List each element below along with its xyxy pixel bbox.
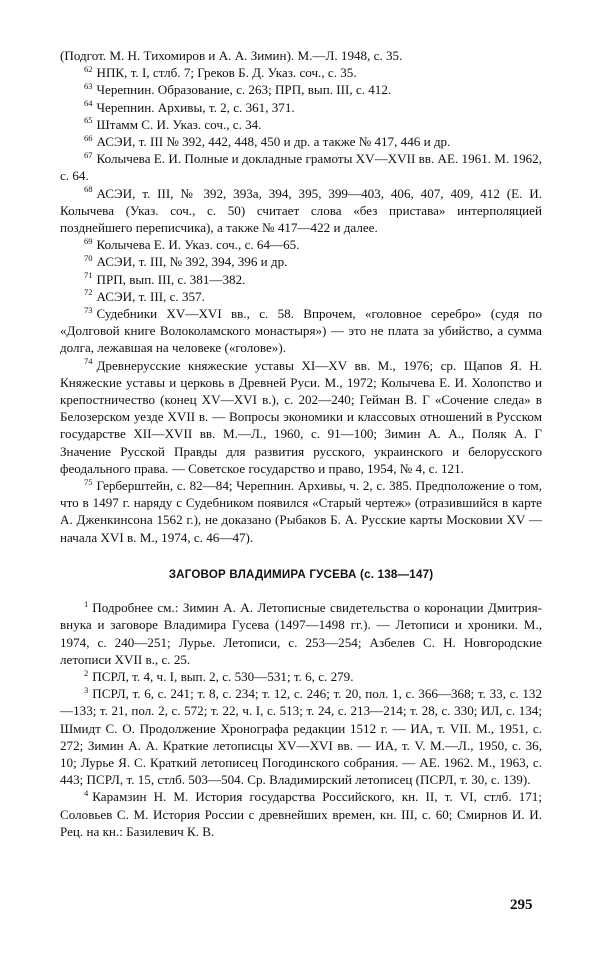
footnote-text: АСЭИ, т. III, с. 357. xyxy=(96,288,205,304)
footnote-number: 69 xyxy=(84,235,93,246)
footnote xyxy=(60,150,542,184)
footnote-number: 75 xyxy=(84,476,93,487)
footnote xyxy=(60,685,542,788)
footnote-number: 68 xyxy=(84,184,93,195)
notes-list-chapter-gusev xyxy=(60,599,542,840)
footnote xyxy=(60,788,542,840)
footnote-number: 2 xyxy=(84,667,89,678)
footnote xyxy=(60,357,542,477)
footnote-text: Колычева Е. И. Указ. соч., с. 64—65. xyxy=(96,237,300,253)
footnote xyxy=(60,185,542,237)
footnote-number: 67 xyxy=(84,149,93,160)
footnote-number: 3 xyxy=(84,684,89,695)
continued-note: (Подгот. М. Н. Тихомиров и А. А. Зимин). М.—Л. 1948, с. 35. xyxy=(60,48,403,63)
footnote-text: Черепнин. Архивы, т. 2, с. 361, 371. xyxy=(96,99,295,115)
footnote-text: ПРП, вып. III, с. 381—382. xyxy=(96,271,246,287)
footnote-number: 66 xyxy=(84,132,93,143)
footnote-text: АСЭИ, т. III, № 392, 393а, 394, 395, 399—403, 406, 407, 409, 412 (Е. И. Колычева (Указ. соч., с. 50) считает слова «без пристава» интерполяцией позднейшего переписчика), а также № 417—422 и далее. xyxy=(60,185,542,236)
footnote-number: 62 xyxy=(84,63,93,74)
footnote-number: 64 xyxy=(84,98,93,109)
footnote-number: 65 xyxy=(84,115,93,126)
footnote-text: Штамм С. И. Указ. соч., с. 34. xyxy=(96,116,262,132)
section-heading: ЗАГОВОР ВЛАДИМИРА ГУСЕВА (с. 138—147) xyxy=(168,567,434,581)
footnote-text: ПСРЛ, т. 6, с. 241; т. 8, с. 234; т. 12, с. 246; т. 20, пол. 1, с. 366—368; т. 33, с. 132—133; т. 21, пол. 2, с. 572; т. 22, ч. I, с. 513; т. 24, с. 213—214; т. 28, с. 330; ИЛ, с. 134; Шмидт С. О. Продолжение Хронографа редакции 1512 г. — ИА, т. VII. М., 1951, с. 272; Зимин А. А. Краткие летописцы XV—XVI вв. — ИА, т. V. М.—Л., 1950, с. 36, 10; Лурье Я. С. Краткий летописец Погодинского собрания. — АЕ. 1962. М., 1963, с. 443; ПСРЛ, т. 15, стлб. 503—504. Ср. Владимирский летописец (ПСРЛ, т. 30, с. 139). xyxy=(60,686,542,788)
footnote-number: 63 xyxy=(84,81,93,92)
footnote-number: 70 xyxy=(84,253,93,264)
page-number: 295 xyxy=(510,897,533,913)
notes-list-chapter-previous xyxy=(60,64,542,546)
footnote xyxy=(60,271,542,288)
footnote-number: 71 xyxy=(84,270,93,281)
footnote xyxy=(60,64,542,81)
footnote-text: Колычева Е. И. Полные и докладные грамоты XV—XVII вв. АЕ. 1961. М. 1962, с. 64. xyxy=(60,151,542,184)
footnote-number: 74 xyxy=(84,356,93,367)
footnote-text: Судебники XV—XVI вв., с. 58. Впрочем, «головное серебро» (судя по «Долговой книге Волоколамского монастыря») — это не плата за убийство, а сумма долга, лежавшая на человеке («голове»). xyxy=(60,306,542,356)
footnote xyxy=(60,599,542,668)
footnote-number: 4 xyxy=(84,787,89,798)
footnote xyxy=(60,236,542,253)
footnote-text: ПСРЛ, т. 4, ч. I, вып. 2, с. 530—531; т. 6, с. 279. xyxy=(92,668,354,684)
notes-column xyxy=(60,47,542,840)
footnote xyxy=(60,477,542,546)
footnote-text: НПК, т. I, стлб. 7; Греков Б. Д. Указ. соч., с. 35. xyxy=(96,65,357,81)
footnote-text: АСЭИ, т. III, № 392, 394, 396 и др. xyxy=(96,254,288,270)
footnote-number: 1 xyxy=(84,598,89,609)
footnote-text: Герберштейн, с. 82—84; Черепнин. Архивы, ч. 2, с. 385. Предположение о том, что в 1497 г. наряду с Судебником появился «Старый чертеж» (отразившийся в карте А. Дженкинсона 1562 г.), не доказано (Рыбаков Б. А. Русские карты Московии XV — начала XVI в. М., 1974, с. 46—47). xyxy=(60,478,542,545)
footnote-text: АСЭИ, т. III № 392, 442, 448, 450 и др. а также № 417, 446 и др. xyxy=(96,134,451,150)
footnote xyxy=(60,99,542,116)
footnote xyxy=(60,116,542,133)
footnote-text: Подробнее см.: Зимин А. А. Летописные свидетельства о коронации Дмитрия-внука и заговоре Владимира Гусева (1497—1498 гг.). — Летописи и хроники. М., 1974, с. 240—251; Лурье. Летописи, с. 253—254; Азбелев С. Н. Новгородские летописи XVII в., с. 25. xyxy=(60,600,542,667)
footnote xyxy=(60,133,542,150)
footnote-text: Карамзин Н. М. История государства Российского, кн. II, т. VI, стлб. 171; Соловьев С. М. История России с древнейших времен, кн. III, с. 60; Смирнов И. И. Рец. на кн.: Базилевич К. В. xyxy=(60,789,542,839)
footnote-text: Черепнин. Образование, с. 263; ПРП, вып. III, с. 412. xyxy=(96,82,392,98)
footnote-number: 73 xyxy=(84,304,93,315)
footnote xyxy=(60,668,542,685)
footnote xyxy=(60,305,542,357)
footnote xyxy=(60,253,542,270)
footnote xyxy=(60,288,542,305)
footnote-number: 72 xyxy=(84,287,93,298)
footnote-text: Древнерусские княжеские уставы XI—XV вв. М., 1976; ср. Щапов Я. Н. Княжеские уставы и церковь в Древней Руси. М., 1972; Колычева Е. И. Холопство и крепостничество (конец XV—XVI в.), с. 202—240; Гейман В. Г «Сочение следа» в Белозерском уезде XVII в. — Вопросы экономики и классовых отношений в Русском государстве XII—XVII вв. М.—Л., 1960, с. 91—100; Зимин А. А., Поляк А. Г Значение Русской Правды для развития русского, украинского и белорусского феодального права. — Советское государство и право, 1954, № 4, с. 121. xyxy=(60,357,542,476)
footnote xyxy=(60,81,542,98)
